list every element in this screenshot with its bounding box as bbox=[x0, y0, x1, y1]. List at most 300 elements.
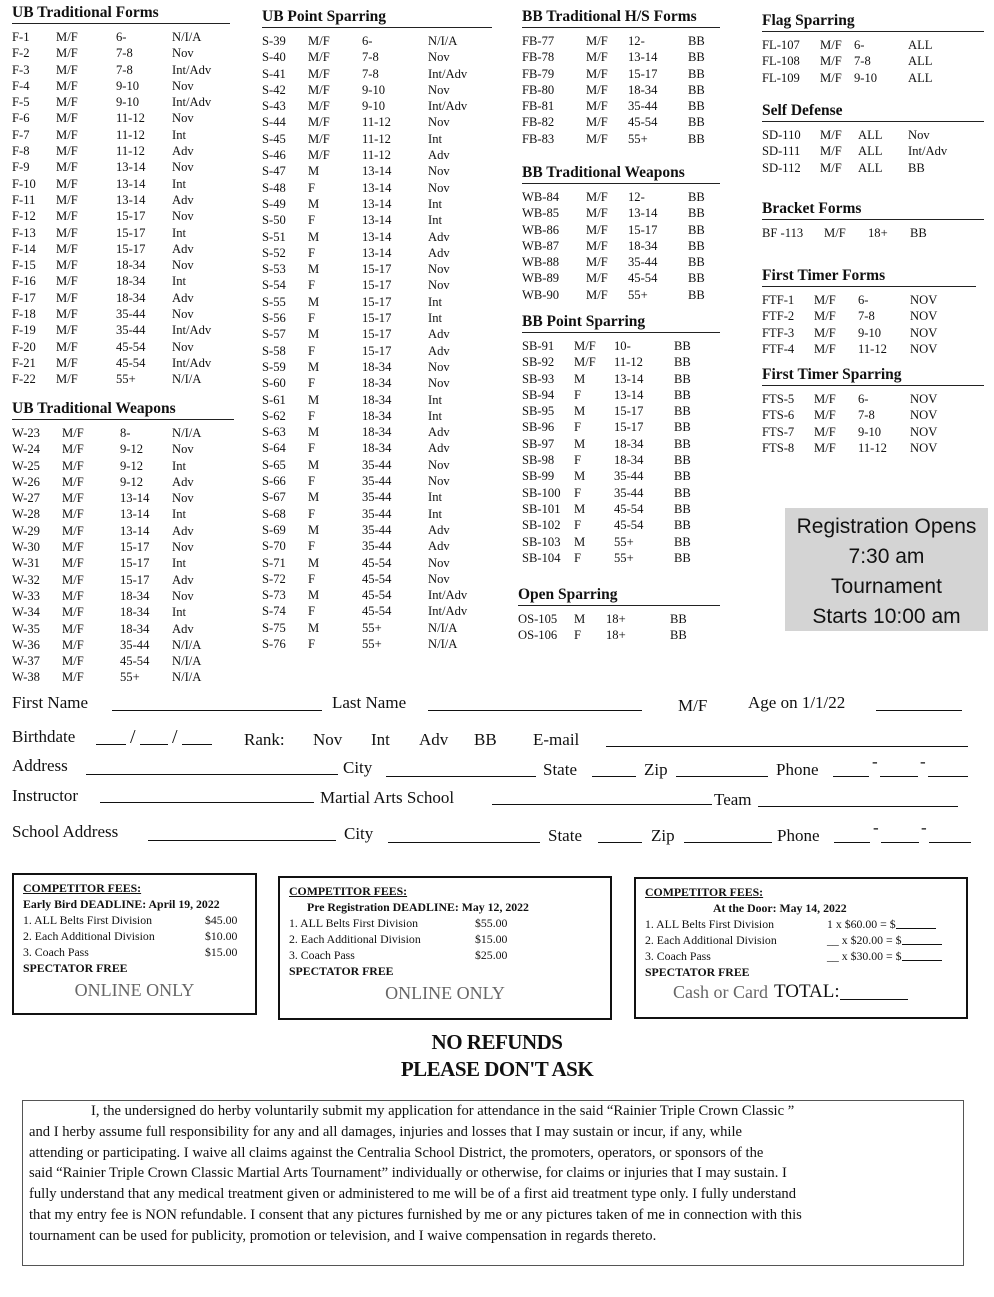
fee-item: 2. Each Additional Division $15.00 bbox=[289, 932, 508, 946]
division-gender: M/F bbox=[56, 372, 78, 387]
division-age: 13-14 bbox=[362, 180, 392, 195]
division-rank: Nov bbox=[172, 160, 194, 175]
division-row bbox=[762, 37, 984, 53]
division-age: 8- bbox=[120, 426, 131, 440]
last-name-field[interactable] bbox=[428, 710, 642, 711]
section-title: First Timer Sparring bbox=[762, 366, 984, 386]
division-row bbox=[12, 241, 230, 257]
division-age: 13-14 bbox=[120, 523, 150, 538]
division-gender: M/F bbox=[56, 176, 78, 191]
division-rank: Int/Adv bbox=[428, 604, 468, 619]
division-code: SB-99 bbox=[522, 469, 555, 484]
division-age: 15-17 bbox=[614, 404, 644, 419]
division-gender: M/F bbox=[308, 99, 330, 114]
division-age: 35-44 bbox=[362, 506, 392, 521]
division-age: 12- bbox=[628, 34, 645, 48]
division-age: 13-14 bbox=[120, 507, 150, 522]
division-code: S-68 bbox=[262, 506, 286, 521]
school-address-field[interactable] bbox=[148, 840, 336, 841]
division-row bbox=[762, 424, 984, 440]
division-age: 18-34 bbox=[116, 290, 146, 305]
birth-day-field[interactable] bbox=[140, 744, 168, 745]
division-age: 18-34 bbox=[614, 436, 644, 451]
division-gender: F bbox=[308, 343, 316, 358]
division-gender: M/F bbox=[62, 442, 84, 457]
division-row bbox=[762, 341, 976, 357]
division-gender: M/F bbox=[62, 426, 84, 440]
division-row bbox=[12, 176, 230, 192]
payment-note: Cash or Card bbox=[673, 982, 768, 1002]
division-rank: Nov bbox=[172, 540, 194, 555]
division-gender: M/F bbox=[814, 341, 836, 356]
school-address-label: School Address bbox=[12, 822, 119, 841]
division-rank: Int bbox=[428, 506, 442, 521]
division-row bbox=[262, 98, 492, 114]
division-code: S-44 bbox=[262, 115, 286, 130]
division-age: 15-17 bbox=[120, 556, 150, 571]
division-row bbox=[522, 98, 720, 114]
state-field[interactable] bbox=[592, 776, 636, 777]
division-row bbox=[262, 489, 492, 505]
division-age: 12- bbox=[628, 190, 645, 204]
division-row bbox=[12, 539, 234, 555]
division-row bbox=[262, 131, 492, 147]
zip-field[interactable] bbox=[676, 776, 768, 777]
division-gender: M/F bbox=[308, 34, 330, 48]
address-field[interactable] bbox=[86, 774, 338, 775]
division-rank: N/I/A bbox=[428, 34, 458, 48]
division-gender: F bbox=[308, 441, 316, 456]
division-gender: M/F bbox=[56, 339, 78, 354]
division-rank: Adv bbox=[428, 327, 450, 342]
division-age: 18-34 bbox=[362, 392, 392, 407]
team-label: Team bbox=[714, 790, 752, 809]
division-row bbox=[12, 225, 230, 241]
division-gender: F bbox=[574, 453, 582, 468]
division-age: 9-10 bbox=[116, 95, 140, 110]
division-gender: F bbox=[308, 604, 316, 619]
division-gender: F bbox=[574, 628, 582, 643]
division-row bbox=[522, 338, 720, 354]
division-code: F-18 bbox=[12, 307, 36, 322]
division-row bbox=[12, 78, 230, 94]
division-row bbox=[762, 391, 984, 407]
phone-line-field[interactable] bbox=[929, 842, 971, 843]
division-code: F-6 bbox=[12, 111, 30, 126]
division-code: FB-78 bbox=[522, 50, 555, 65]
division-code: FTS-7 bbox=[762, 424, 795, 439]
division-rank: Nov bbox=[428, 457, 450, 472]
division-code: SB-94 bbox=[522, 387, 555, 402]
age-field[interactable] bbox=[876, 710, 962, 711]
division-row bbox=[762, 308, 976, 324]
division-row bbox=[522, 517, 720, 533]
division-row bbox=[12, 273, 230, 289]
division-row bbox=[522, 222, 720, 238]
division-row bbox=[12, 506, 234, 522]
division-age: 15-17 bbox=[116, 241, 146, 256]
division-gender: F bbox=[308, 376, 316, 391]
division-gender: M/F bbox=[62, 556, 84, 571]
division-gender: M/F bbox=[56, 323, 78, 338]
division-code: SB-102 bbox=[522, 518, 561, 533]
division-code: WB-84 bbox=[522, 190, 560, 204]
division-row bbox=[12, 637, 234, 653]
division-gender: M/F bbox=[56, 78, 78, 93]
address-label: Address bbox=[12, 756, 68, 775]
division-age: 13-14 bbox=[362, 164, 392, 179]
division-rank: Int bbox=[172, 176, 186, 191]
division-rank: NOV bbox=[910, 325, 938, 340]
city-field[interactable] bbox=[386, 776, 536, 777]
email-field[interactable] bbox=[606, 746, 968, 747]
payment-note: ONLINE ONLY bbox=[74, 980, 195, 1000]
phone-dash: - bbox=[873, 818, 879, 837]
division-code: F-21 bbox=[12, 355, 36, 370]
division-gender: F bbox=[308, 245, 316, 260]
division-rank: Adv bbox=[172, 290, 194, 305]
division-age: 7-8 bbox=[362, 66, 379, 81]
fee-title: COMPETITOR FEES: bbox=[23, 881, 142, 895]
division-gender: M/F bbox=[586, 271, 608, 286]
fee-item: 1. ALL Belts First Division 1 x $60.00 = $ bbox=[645, 916, 957, 932]
division-rank: BB bbox=[688, 255, 705, 270]
division-row bbox=[522, 419, 720, 435]
division-rank: BB bbox=[674, 518, 691, 533]
division-gender: M/F bbox=[820, 160, 842, 175]
division-row bbox=[522, 66, 720, 82]
division-rank: Nov bbox=[172, 209, 194, 224]
amount-field[interactable] bbox=[896, 916, 936, 929]
division-row bbox=[522, 534, 720, 550]
phone-prefix-field[interactable] bbox=[881, 842, 919, 843]
division-code: F-12 bbox=[12, 209, 36, 224]
division-code: SB-97 bbox=[522, 436, 555, 451]
division-rank: NOV bbox=[910, 293, 938, 307]
division-gender: M/F bbox=[62, 588, 84, 603]
division-gender: M bbox=[308, 555, 320, 570]
school-label: Martial Arts School bbox=[320, 788, 455, 807]
division-gender: F bbox=[308, 474, 316, 489]
division-code: F-22 bbox=[12, 372, 36, 387]
division-gender: F bbox=[308, 539, 316, 554]
division-gender: M bbox=[308, 196, 320, 211]
division-code: OS-106 bbox=[518, 628, 558, 643]
division-gender: M/F bbox=[814, 408, 836, 423]
division-rank: Nov bbox=[172, 588, 194, 603]
division-row bbox=[522, 254, 720, 270]
division-age: 55+ bbox=[362, 636, 382, 651]
division-gender: M/F bbox=[820, 38, 842, 52]
division-gender: F bbox=[574, 387, 582, 402]
division-age: 13-14 bbox=[116, 176, 146, 191]
division-age: 13-14 bbox=[614, 387, 644, 402]
division-row bbox=[262, 82, 492, 98]
division-gender: M/F bbox=[574, 355, 596, 370]
state-label: State bbox=[548, 826, 582, 845]
division-rank: Adv bbox=[172, 144, 194, 159]
division-gender: M/F bbox=[308, 115, 330, 130]
division-age: 35-44 bbox=[362, 474, 392, 489]
phone-area-field[interactable] bbox=[833, 776, 869, 777]
amount-field[interactable] bbox=[902, 932, 942, 945]
section-title: UB Point Sparring bbox=[262, 8, 492, 28]
division-age: 6- bbox=[858, 293, 869, 307]
division-code: F-14 bbox=[12, 241, 36, 256]
fee-title: COMPETITOR FEES: bbox=[289, 884, 408, 898]
division-code: S-63 bbox=[262, 425, 286, 440]
division-age: 7-8 bbox=[116, 62, 133, 77]
division-age: 35-44 bbox=[120, 637, 150, 652]
division-code: S-45 bbox=[262, 131, 286, 146]
division-gender: M/F bbox=[586, 190, 608, 204]
fee-item: 2. Each Additional Division $10.00 bbox=[23, 929, 238, 943]
rank-option-int[interactable]: Int bbox=[371, 730, 390, 749]
division-row bbox=[762, 292, 976, 308]
fee-box-early-bird bbox=[12, 873, 257, 1015]
division-code: W-37 bbox=[12, 654, 40, 669]
division-rank: Int bbox=[428, 196, 442, 211]
section-title: Bracket Forms bbox=[762, 200, 984, 220]
division-rank: BB bbox=[688, 206, 705, 221]
division-row bbox=[522, 403, 720, 419]
first-name-field[interactable] bbox=[112, 710, 322, 711]
division-row bbox=[522, 387, 720, 403]
division-rank: Nov bbox=[908, 128, 930, 142]
rank-option-adv[interactable]: Adv bbox=[419, 730, 449, 749]
division-row bbox=[262, 343, 492, 359]
division-row bbox=[522, 436, 720, 452]
division-rank: Int bbox=[172, 458, 186, 473]
division-row bbox=[12, 474, 234, 490]
division-rank: Nov bbox=[428, 164, 450, 179]
division-row bbox=[262, 375, 492, 391]
division-rank: Nov bbox=[428, 180, 450, 195]
division-code: SB-96 bbox=[522, 420, 555, 435]
division-rank: N/I/A bbox=[428, 620, 458, 635]
division-row bbox=[262, 114, 492, 130]
division-code: FTF-2 bbox=[762, 309, 795, 324]
phone-line-field[interactable] bbox=[928, 776, 968, 777]
division-rank: Nov bbox=[428, 115, 450, 130]
division-row bbox=[12, 62, 230, 78]
division-code: F-5 bbox=[12, 95, 30, 110]
division-rank: NOV bbox=[910, 424, 938, 439]
division-row bbox=[522, 501, 720, 517]
division-rank: Nov bbox=[172, 442, 194, 457]
section-title: First Timer Forms bbox=[762, 267, 976, 287]
division-code: S-62 bbox=[262, 408, 286, 423]
division-gender: M bbox=[574, 501, 586, 516]
division-age: 7-8 bbox=[116, 46, 133, 61]
division-row bbox=[12, 523, 234, 539]
division-age: 18-34 bbox=[116, 258, 146, 273]
division-row bbox=[12, 371, 230, 387]
division-rank: Adv bbox=[172, 192, 194, 207]
instructor-field[interactable] bbox=[100, 802, 314, 803]
division-code: W-23 bbox=[12, 426, 40, 440]
division-code: W-25 bbox=[12, 458, 40, 473]
division-age: 10- bbox=[614, 339, 631, 353]
division-gender: M/F bbox=[586, 222, 608, 237]
division-code: S-43 bbox=[262, 99, 286, 114]
division-row bbox=[12, 604, 234, 620]
division-age: 7-8 bbox=[854, 54, 871, 69]
division-age: 18-34 bbox=[362, 359, 392, 374]
division-rank: NOV bbox=[910, 309, 938, 324]
division-row bbox=[522, 452, 720, 468]
division-age: 13-14 bbox=[628, 50, 658, 65]
division-gender: M bbox=[308, 522, 320, 537]
division-code: W-29 bbox=[12, 523, 40, 538]
total-field[interactable] bbox=[840, 985, 908, 1000]
division-age: 11-12 bbox=[116, 127, 145, 142]
division-gender: M/F bbox=[586, 287, 608, 302]
division-row bbox=[762, 440, 984, 456]
birth-month-field[interactable] bbox=[96, 744, 126, 745]
fee-item: 3. Coach Pass $15.00 bbox=[23, 945, 238, 959]
division-rank: Int bbox=[172, 605, 186, 620]
division-row bbox=[12, 555, 234, 571]
division-code: S-76 bbox=[262, 636, 286, 651]
division-age: 45-54 bbox=[614, 518, 644, 533]
division-rank: Int bbox=[172, 274, 186, 289]
division-section-ub_sparring bbox=[262, 8, 492, 652]
division-age: 15-17 bbox=[362, 262, 392, 277]
division-age: 35-44 bbox=[362, 490, 392, 505]
division-age: 15-17 bbox=[116, 209, 146, 224]
division-code: S-75 bbox=[262, 620, 286, 635]
division-age: 13-14 bbox=[362, 196, 392, 211]
division-age: 55+ bbox=[614, 550, 634, 565]
fee-deadline: Pre Registration DEADLINE: May 12, 2022 bbox=[307, 900, 529, 914]
division-code: FTS-8 bbox=[762, 440, 795, 455]
division-rank: BB bbox=[674, 436, 691, 451]
division-gender: F bbox=[574, 518, 582, 533]
registration-line: 7:30 am bbox=[848, 545, 925, 568]
division-rank: N/I/A bbox=[428, 636, 458, 651]
division-code: FB-83 bbox=[522, 131, 555, 146]
division-rank: BB bbox=[674, 453, 691, 468]
division-rank: Adv bbox=[428, 425, 450, 440]
division-gender: M bbox=[308, 359, 320, 374]
rank-option-nov[interactable]: Nov bbox=[313, 730, 343, 749]
division-rank: Nov bbox=[172, 78, 194, 93]
state-field[interactable] bbox=[598, 842, 642, 843]
registration-box bbox=[785, 508, 988, 631]
division-row bbox=[12, 355, 230, 371]
division-age: ALL bbox=[858, 160, 883, 175]
division-gender: M/F bbox=[308, 82, 330, 97]
waiver-line: and I herby assume full responsibility for any and all damages, injuries and losses that I may sustain or incur, if any, while bbox=[29, 1123, 742, 1140]
division-row bbox=[762, 127, 984, 143]
division-gender: M/F bbox=[586, 66, 608, 81]
division-rank: Int/Adv bbox=[428, 99, 468, 114]
division-row bbox=[522, 131, 720, 147]
division-age: 45-54 bbox=[614, 501, 644, 516]
division-gender: M/F bbox=[56, 62, 78, 77]
division-gender: F bbox=[308, 506, 316, 521]
division-row bbox=[522, 238, 720, 254]
division-code: S-74 bbox=[262, 604, 286, 619]
division-rank: Nov bbox=[428, 50, 450, 65]
division-row bbox=[12, 441, 234, 457]
division-gender: M/F bbox=[308, 50, 330, 65]
city-field[interactable] bbox=[388, 842, 540, 843]
division-row bbox=[262, 555, 492, 571]
team-field[interactable] bbox=[758, 806, 958, 807]
division-rank: Int bbox=[428, 294, 442, 309]
division-age: 9-10 bbox=[362, 99, 386, 114]
division-gender: F bbox=[574, 420, 582, 435]
rank-option-bb[interactable]: BB bbox=[474, 730, 497, 749]
division-age: 11-12 bbox=[362, 131, 391, 146]
division-rank: Int bbox=[172, 507, 186, 522]
division-rank: Adv bbox=[428, 343, 450, 358]
amount-field[interactable] bbox=[902, 948, 942, 961]
phone-prefix-field[interactable] bbox=[880, 776, 918, 777]
division-rank: BB bbox=[674, 469, 691, 484]
fee-deadline: At the Door: May 14, 2022 bbox=[713, 901, 847, 915]
zip-field[interactable] bbox=[684, 842, 772, 843]
division-row bbox=[12, 572, 234, 588]
division-section-flag bbox=[762, 12, 984, 86]
division-age: 6- bbox=[854, 38, 865, 52]
division-row bbox=[522, 468, 720, 484]
division-rank: Adv bbox=[172, 523, 194, 538]
section-title: Open Sparring bbox=[518, 586, 720, 606]
division-rank: Int bbox=[428, 392, 442, 407]
division-rank: Adv bbox=[172, 572, 194, 587]
division-row bbox=[12, 192, 230, 208]
division-rank: N/I/A bbox=[172, 670, 202, 685]
division-section-bb_weapons bbox=[522, 164, 720, 303]
division-gender: M/F bbox=[62, 507, 84, 522]
division-gender: M/F bbox=[62, 670, 84, 685]
division-rank: Nov bbox=[428, 359, 450, 374]
division-section-ub_weapons bbox=[12, 400, 234, 686]
division-code: S-53 bbox=[262, 262, 286, 277]
division-rank: Int/Adv bbox=[428, 588, 468, 603]
no-refunds-subheading: PLEASE DON'T ASK bbox=[400, 1057, 594, 1081]
division-rank: Int/Adv bbox=[428, 66, 468, 81]
division-age: 13-14 bbox=[362, 213, 392, 228]
division-row bbox=[762, 143, 984, 159]
division-section-ub_forms bbox=[12, 4, 230, 388]
division-rank: BB bbox=[674, 355, 691, 370]
division-rank: Int bbox=[428, 131, 442, 146]
school-field[interactable] bbox=[492, 804, 712, 805]
waiver-line: tournament can be used for publicity, promotion or television, and I waive compensation in regards thereto. bbox=[29, 1227, 657, 1244]
birth-year-field[interactable] bbox=[182, 744, 212, 745]
division-age: 45-54 bbox=[116, 339, 146, 354]
division-rank: BB bbox=[688, 238, 705, 253]
division-gender: M bbox=[308, 327, 320, 342]
division-age: 9-10 bbox=[854, 70, 878, 85]
division-row bbox=[262, 147, 492, 163]
division-rank: N/I/A bbox=[172, 372, 202, 387]
phone-area-field[interactable] bbox=[834, 842, 870, 843]
division-row bbox=[262, 326, 492, 342]
division-gender: M/F bbox=[62, 637, 84, 652]
division-code: SD-111 bbox=[762, 144, 801, 159]
section-title: BB Traditional Weapons bbox=[522, 164, 720, 184]
registration-line: Starts 10:00 am bbox=[812, 605, 961, 628]
division-code: FTS-5 bbox=[762, 392, 795, 406]
no-refunds-heading: NO REFUNDS bbox=[431, 1030, 563, 1054]
division-gender: M/F bbox=[586, 82, 608, 97]
waiver-text bbox=[22, 1100, 964, 1266]
